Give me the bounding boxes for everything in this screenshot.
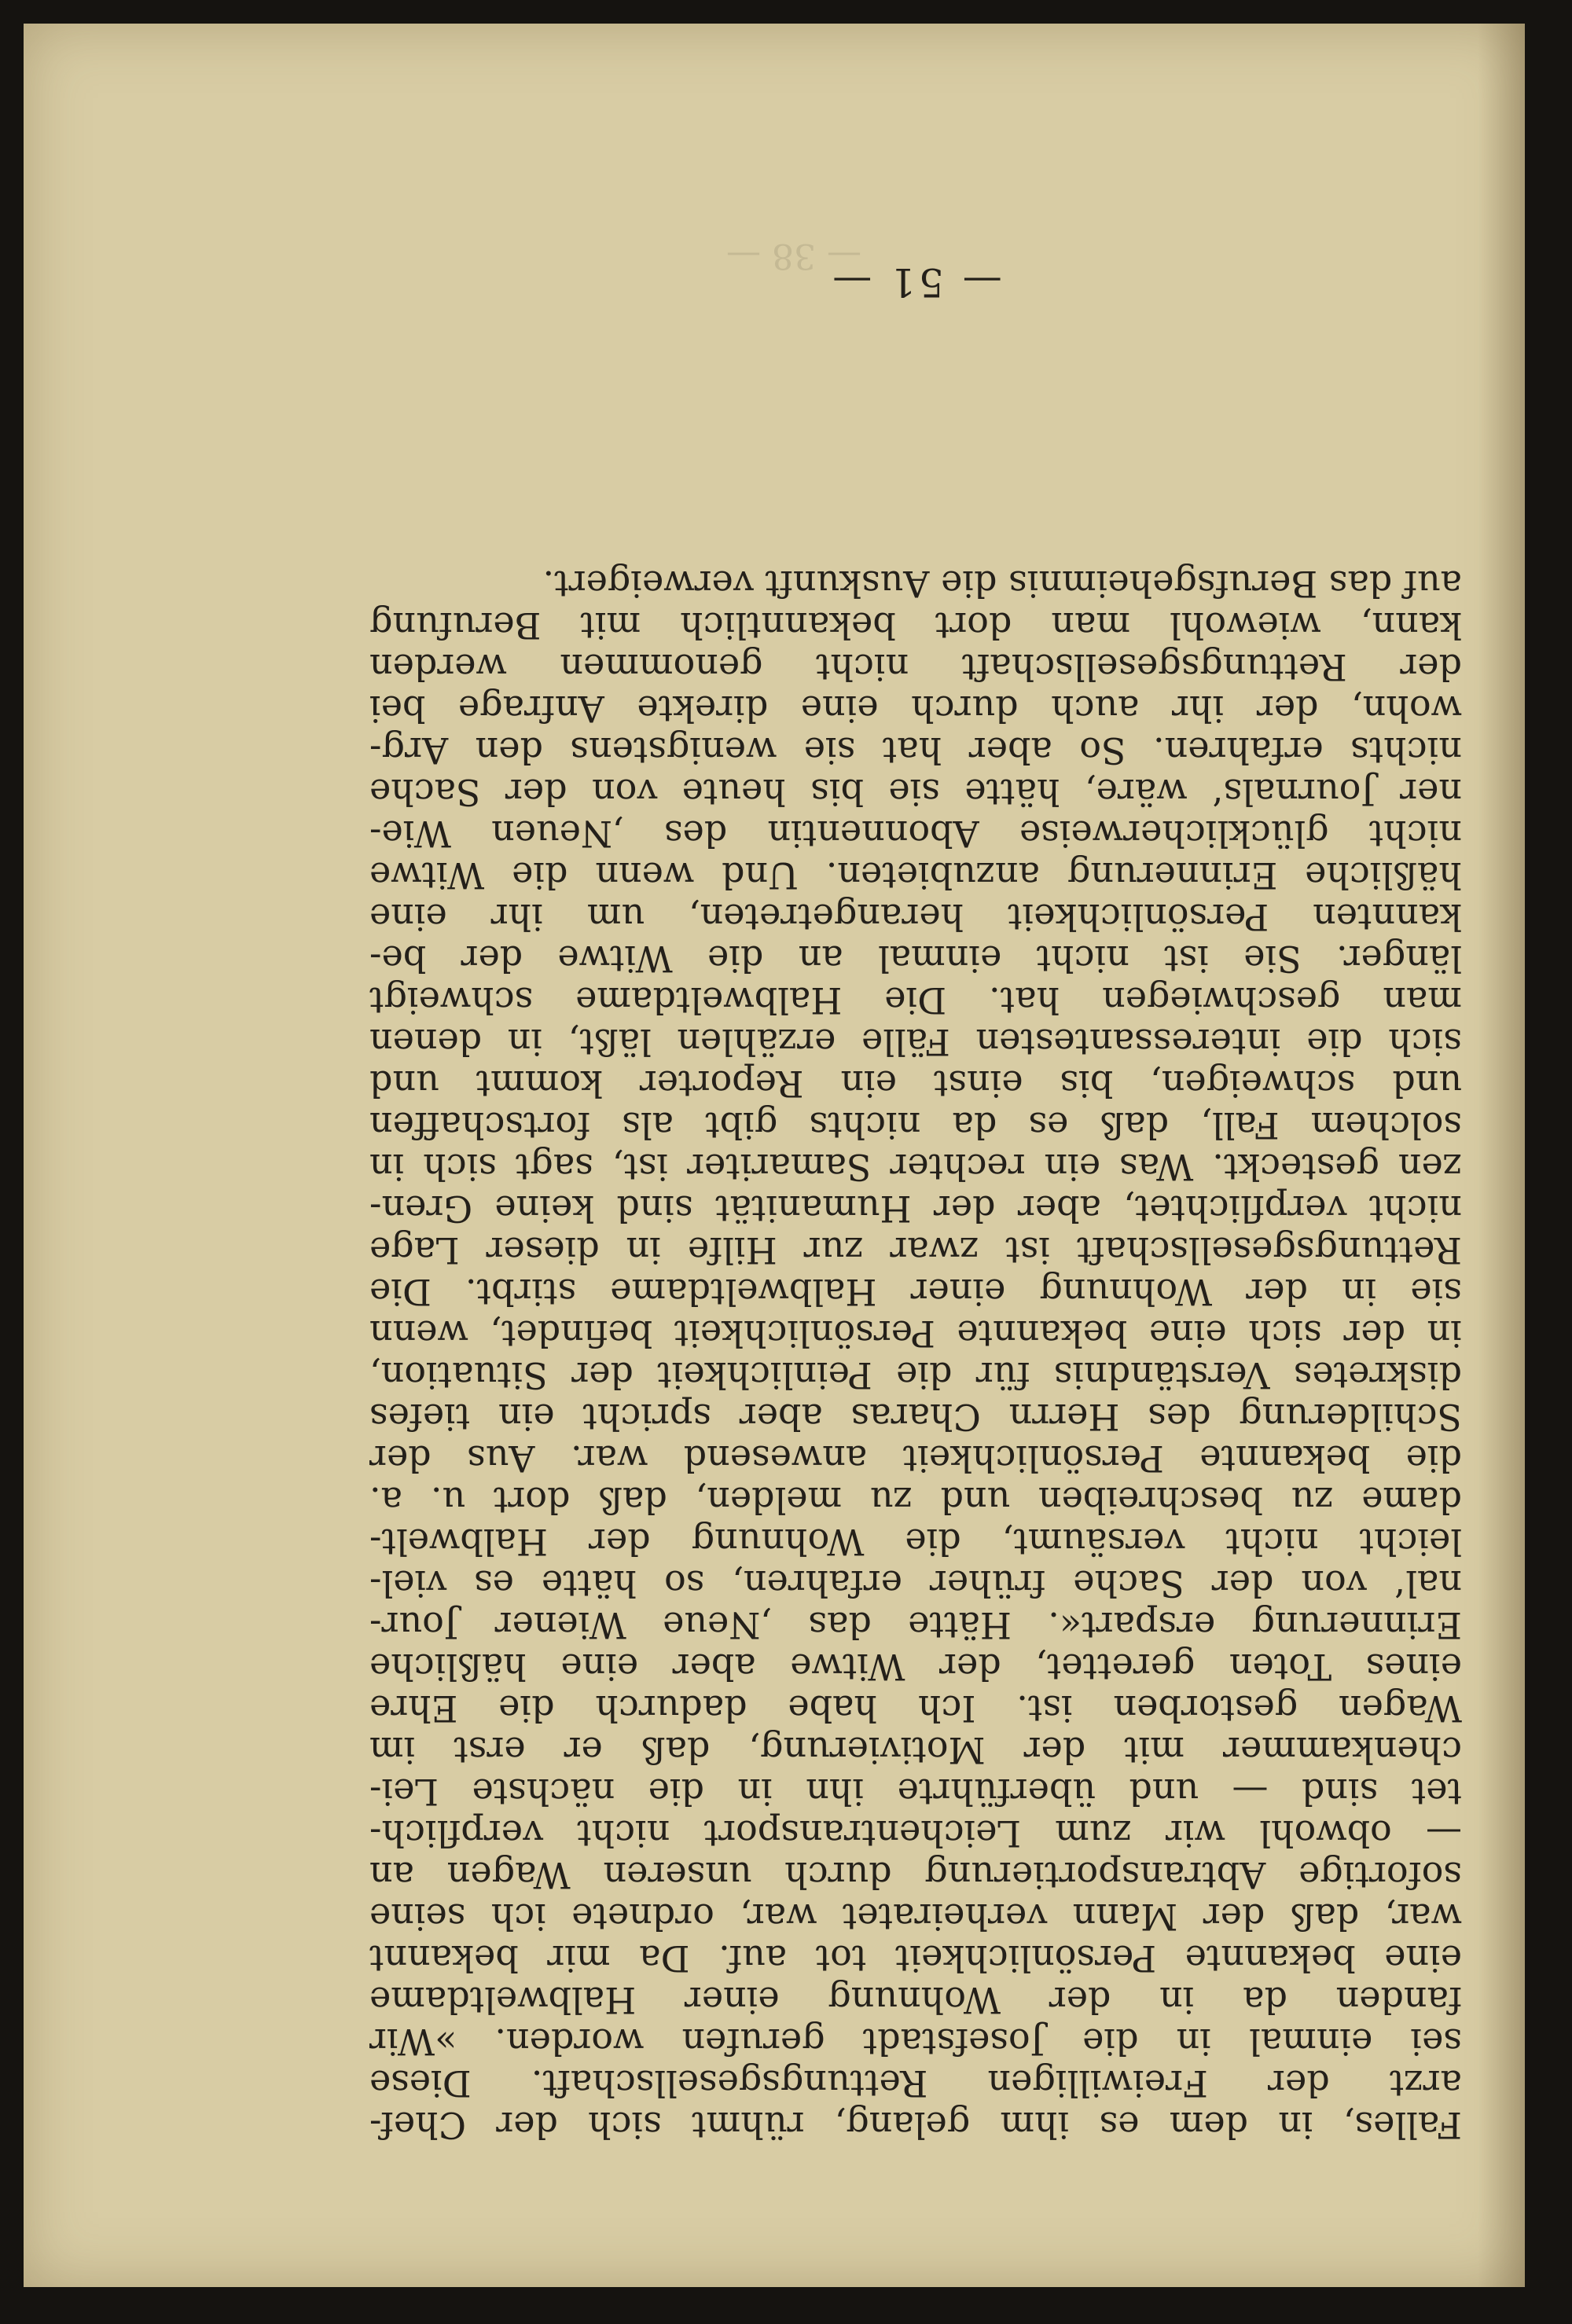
text-line: fanden da in der Wohnung einer Halbweltdame [369, 1979, 1462, 2021]
text-line: nicht glücklicherweise Abonnentin des ‚Neuen Wie- [369, 813, 1462, 855]
text-line: diskretes Verständnis für die Peinlichkeit der Situation, [369, 1354, 1462, 1397]
text-line: kann, wiewohl man dort bekanntlich mit Berufung [369, 604, 1462, 647]
text-line: zen gesteckt. Was ein rechter Samariter ist, sagt sich in [369, 1146, 1462, 1188]
text-line: leicht nicht versäumt, die Wohnung der Halbwelt- [369, 1521, 1462, 1563]
text-line: nicht verpflichtet, aber der Humanität sind keine Gren- [369, 1188, 1462, 1230]
text-line: war, daß der Mann verheiratet war, ordnete ich seine [369, 1896, 1462, 1938]
text-line: solchem Fall, daß es da nichts gibt als fortschaffen [369, 1104, 1462, 1147]
bleed-through-page-number: — 38 — [726, 236, 861, 276]
printed-text-block [369, 259, 1462, 2146]
page-edge-shadow [1478, 24, 1525, 2287]
text-line: Falles, in dem es ihm gelang, rühmt sich der Chef- [369, 2104, 1462, 2146]
text-line: sei einmal in die Josefstadt gerufen worden. »Wir [369, 2021, 1462, 2063]
page-number: — 51 — [829, 259, 1002, 305]
text-line: sie in der Wohnung einer Halbweltdame stirbt. Die [369, 1271, 1462, 1313]
text-line: und schweigen, bis einst ein Reporter kommt und [369, 1063, 1462, 1105]
text-line: die bekannte Persönlichkeit anwesend war. Aus der [369, 1437, 1462, 1480]
text-line: wohn, der ihr auch durch eine direkte Anfrage bei [369, 688, 1462, 730]
text-line: dame zu beschreiben und zu melden, daß dort u. a. [369, 1479, 1462, 1522]
text-line: in der sich eine bekannte Persönlichkeit befindet, wenn [369, 1313, 1462, 1355]
text-line: Rettungsgesellschaft ist zwar zur Hilfe in dieser Lage [369, 1229, 1462, 1272]
text-line: häßliche Erinnerung anzubieten. Und wenn die Witwe [369, 854, 1462, 897]
text-line: länger. Sie ist nicht einmal an die Witwe der be- [369, 938, 1462, 980]
text-line: Schilderung des Herrn Charas aber spricht ein tiefes [369, 1396, 1462, 1438]
body-paragraph [369, 563, 1462, 2146]
text-line: chenkammer mit der Motivierung, daß er erst im [369, 1729, 1462, 1771]
text-line: der Rettungsgesellschaft nicht genommen werden [369, 646, 1462, 688]
text-line: — obwohl wir zum Leichentransport nicht verpflich- [369, 1812, 1462, 1855]
text-line: tet sind — und überführte ihn in die nächste Lei- [369, 1771, 1462, 1813]
text-line: Wagen gestorben ist. Ich habe dadurch die Ehre [369, 1687, 1462, 1730]
text-line: kannten Persönlichkeit herangetreten, um ihr eine [369, 896, 1462, 938]
text-line: sich die interessantesten Fälle erzählen läßt, in denen [369, 1021, 1462, 1063]
text-line: eines Toten gerettet, der Witwe aber eine häßliche [369, 1646, 1462, 1688]
text-line: sofortige Abtransportierung durch unseren Wagen an [369, 1854, 1462, 1896]
text-line: arzt der Freiwilligen Rettungsgesellschaft. Diese [369, 2062, 1462, 2105]
text-line: nichts erfahren. So aber hat sie wenigstens den Arg- [369, 729, 1462, 772]
text-line: Erinnerung erspart«. Hätte das ‚Neue Wiener Jour- [369, 1604, 1462, 1647]
text-line: ner Journals‘ wäre, hätte sie bis heute von der Sache [369, 771, 1462, 813]
text-line: nal‘ von der Sache früher erfahren, so hätte es viel- [369, 1562, 1462, 1605]
text-line: man geschwiegen hat. Die Halbweltdame schweigt [369, 979, 1462, 1022]
text-line: eine bekannte Persönlichkeit tot auf. Da mir bekannt [369, 1937, 1462, 1980]
text-line: auf das Berufsgeheimnis die Auskunft verweigert. [542, 563, 1462, 605]
